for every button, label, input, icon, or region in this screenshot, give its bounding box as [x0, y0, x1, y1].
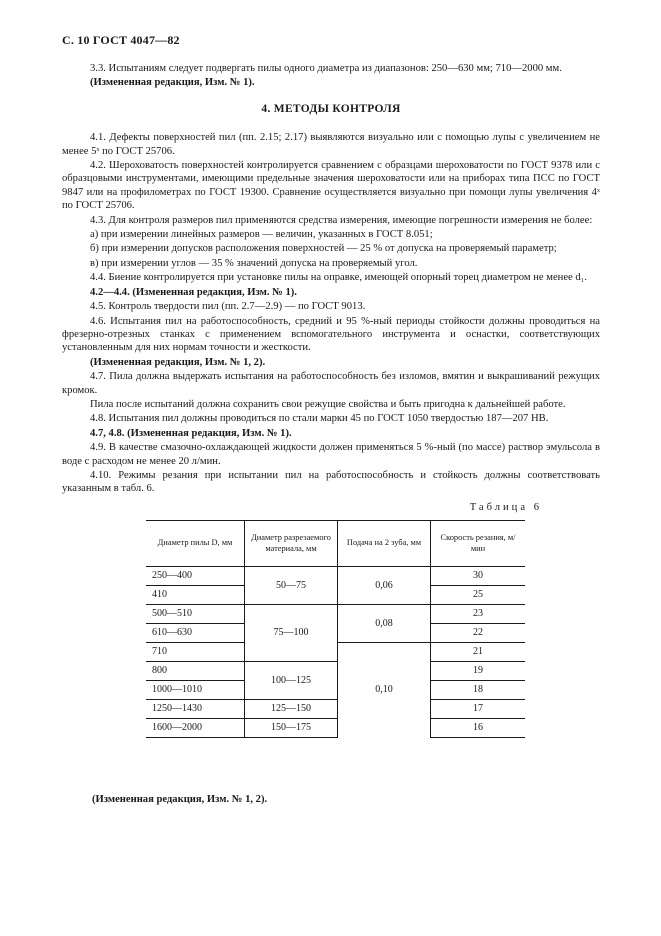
- cell-diameter: 1000—1010: [146, 681, 245, 700]
- paragraph: 4.7. Пила должна выдержать испытания на работоспособность без изломов, вмятин и выкрашиваний режущих кромок.: [62, 371, 600, 396]
- cell-speed: 18: [431, 681, 526, 700]
- col-header-speed: Скорость резания, м/мин: [431, 521, 526, 567]
- revision-note: 4.2—4.4. (Измененная редакция, Изм. № 1).: [90, 286, 297, 298]
- cell-diameter: 250—400: [146, 567, 245, 586]
- paragraph: б) при измерении допусков расположения поверхностей — 25 % от допуска на проверяемый параметр;: [90, 243, 557, 255]
- cell-speed: 30: [431, 567, 526, 586]
- paragraph: 4.5. Контроль твердости пил (пп. 2.7—2.9) — по ГОСТ 9013.: [90, 301, 366, 313]
- cell-feed: 0,08: [338, 605, 431, 643]
- paragraph: а) при измерении линейных размеров — величин, указанных в ГОСТ 8.051;: [90, 229, 433, 241]
- cell-diameter: 710: [146, 643, 245, 662]
- cell-material: 150—175: [245, 719, 338, 738]
- revision-note: (Измененная редакция, Изм. № 1, 2).: [90, 356, 266, 368]
- paragraph: 4.8. Испытания пил должны проводиться по стали марки 45 по ГОСТ 1050 твердостью 187—207 НВ.: [90, 413, 549, 425]
- cell-speed: 21: [431, 643, 526, 662]
- table-caption: Таблица 6: [469, 501, 542, 513]
- page-header: С. 10 ГОСТ 4047—82: [62, 33, 180, 47]
- section-title: 4. МЕТОДЫ КОНТРОЛЯ: [261, 102, 401, 115]
- table-row: [146, 719, 525, 738]
- paragraph: в) при измерении углов — 35 % значений допуска на проверяемый угол.: [90, 257, 418, 269]
- paragraph: 4.6. Испытания пил на работоспособность, средний и 95 %-ный периоды стойкости должны проводиться на фрезерно-отрезных станках с применением вспомогательного инструмента и оснастки, соответствующих установленным для них нормам точности и жесткости.: [62, 315, 600, 354]
- cell-speed: 16: [431, 719, 526, 738]
- footer-revision-note: (Измененная редакция, Изм. № 1, 2).: [92, 794, 268, 805]
- table-row: [146, 567, 525, 586]
- cell-diameter: 1600—2000: [146, 719, 245, 738]
- cell-speed: 23: [431, 605, 526, 624]
- document-body: [62, 62, 600, 738]
- revision-note: (Измененная редакция, Изм. № 1).: [90, 77, 255, 89]
- cell-material: 100—125: [245, 662, 338, 700]
- cell-material: 75—100: [245, 605, 338, 662]
- cell-speed: 17: [431, 700, 526, 719]
- paragraph: 3.3. Испытаниям следует подвергать пилы одного диаметра из диапазонов: 250—630 мм; 710—2000 мм.: [90, 63, 562, 74]
- col-header-diameter: Диаметр пилы D, мм: [146, 521, 245, 567]
- cell-feed: 0,10: [338, 643, 431, 738]
- paragraph: 4.1. Дефекты поверхностей пил (пп. 2.15; 2.17) выявляются визуально или с помощью лупы с увеличением не менее 5ˣ по ГОСТ 25706.: [62, 132, 600, 157]
- cell-diameter: 1250—1430: [146, 700, 245, 719]
- revision-note: 4.7, 4.8. (Измененная редакция, Изм. № 1).: [90, 427, 292, 439]
- paragraph: 4.10. Режимы резания при испытании пил на работоспособность и стойкость должны соответствовать указанным в табл. 6.: [62, 469, 600, 495]
- paragraph: Пила после испытаний должна сохранить свои режущие свойства и быть пригодна к дальнейшей работе.: [90, 398, 566, 410]
- paragraphs-before: [62, 62, 600, 90]
- table-row: [146, 700, 525, 719]
- cell-speed: 22: [431, 624, 526, 643]
- table-header-row: [146, 521, 525, 567]
- cell-speed: 25: [431, 586, 526, 605]
- table-row: [146, 605, 525, 624]
- paragraph: 4.2. Шероховатость поверхностей контролируется сравнением с образцами шероховатости по ГОСТ 9378 или с образцовыми инструментами, имеющими предельные значения шероховатости или на приборах типа ПСС по ГОСТ 9847 или на профилометрах по ГОСТ 19300. Сравнение осуществляется визуально при помощи лупы увеличения 4ˣ по ГОСТ 25706.: [62, 160, 600, 212]
- paragraph: 4.3. Для контроля размеров пил применяются средства измерения, имеющие погрешности измерения не более:: [90, 214, 593, 226]
- cell-feed: 0,06: [338, 567, 431, 605]
- cell-material: 50—75: [245, 567, 338, 605]
- section-paragraphs: [62, 131, 600, 496]
- col-header-feed: Подача на 2 зуба, мм: [338, 521, 431, 567]
- cell-diameter: 800: [146, 662, 245, 681]
- table-6: [146, 520, 525, 738]
- col-header-material: Диаметр разрезаемого материала, мм: [245, 521, 338, 567]
- cell-diameter: 500—510: [146, 605, 245, 624]
- cell-material: 125—150: [245, 700, 338, 719]
- paragraph: 4.9. В качестве смазочно-охлаждающей жидкости должен применяться 5 %-ный (по массе) раствор эмульсола в воде с расходом не менее 20 л/мин.: [62, 442, 600, 467]
- cell-diameter: 610—630: [146, 624, 245, 643]
- cell-speed: 19: [431, 662, 526, 681]
- table-row: [146, 662, 525, 681]
- cell-diameter: 410: [146, 586, 245, 605]
- paragraph: 4.4. Биение контролируется при установке пилы на оправке, имеющей опорный торец диаметром не менее d₁.: [90, 272, 588, 284]
